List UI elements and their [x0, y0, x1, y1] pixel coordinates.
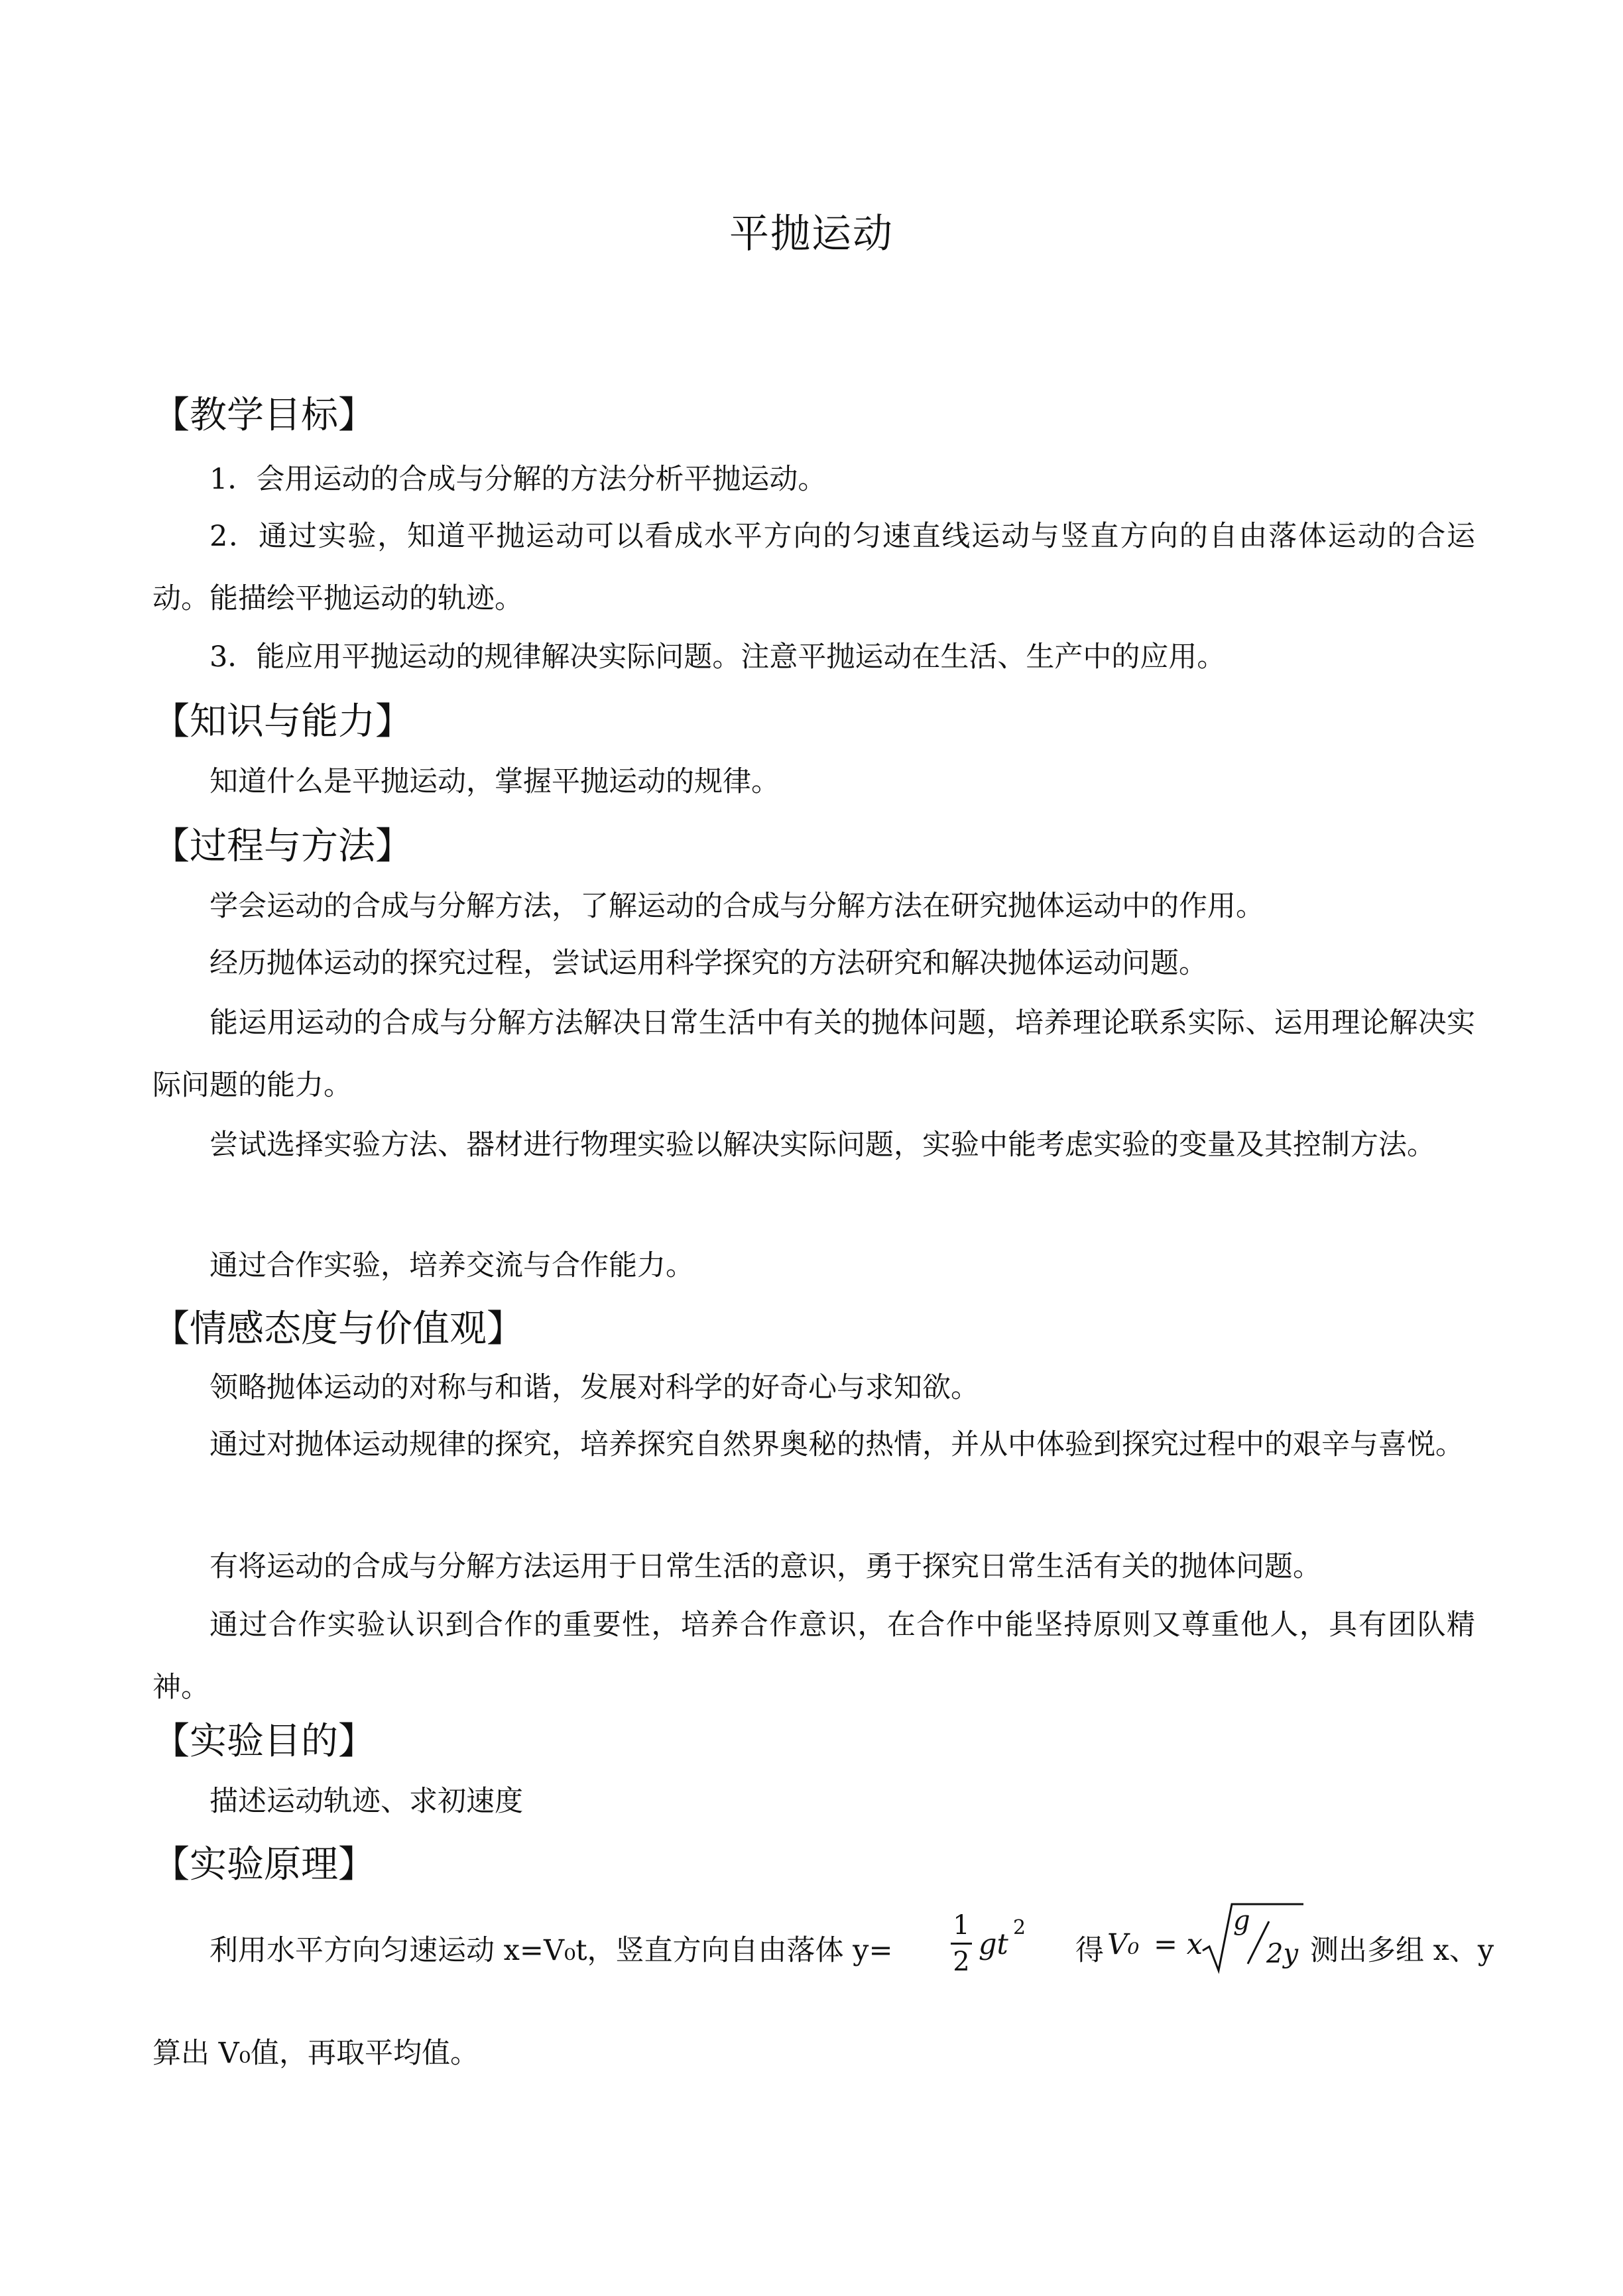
principle-text-a: 利用水平方向匀速运动 x=V₀t，竖直方向自由落体 y=	[210, 1934, 893, 1967]
g-over: g	[1233, 1905, 1250, 1936]
values-paragraph-4: 通过合作实验认识到合作的重要性，培养合作意识，在合作中能坚持原则又尊重他人，具有团队精神。	[152, 1608, 1475, 1704]
page-title: 平抛运动	[729, 211, 894, 257]
heading-process-method: 【过程与方法】	[152, 825, 412, 868]
values-paragraph-3: 有将运动的合成与分解方法运用于日常生活的意识，勇于探究日常生活有关的抛体问题。	[210, 1550, 1321, 1583]
principle-formula-line	[152, 1896, 1494, 1996]
fraction-numerator: 1	[953, 1910, 970, 1941]
purpose-paragraph-1: 描述运动轨迹、求初速度	[210, 1785, 523, 1818]
principle-paragraph-2: 算出 V₀值，再取平均值。	[152, 2037, 479, 2070]
v0-symbol: V₀	[1107, 1928, 1140, 1961]
heading-experiment-principle: 【实验原理】	[152, 1843, 375, 1886]
half-fraction	[949, 1908, 973, 1979]
process-paragraph-5: 通过合作实验，培养交流与合作能力。	[210, 1249, 694, 1282]
gt-term: gt	[979, 1928, 1008, 1961]
heading-emotion-values: 【情感态度与价值观】	[152, 1307, 524, 1351]
fraction-denominator: 2	[953, 1947, 970, 1977]
goals-paragraph-2: 2．通过实验，知道平抛运动可以看成水平方向的匀速直线运动与竖直方向的自由落体运动的合运动。能描绘平抛运动的轨迹。	[152, 520, 1475, 615]
de-text: 得	[1075, 1934, 1104, 1967]
values-paragraph-1: 领略抛体运动的对称与和谐，发展对科学的好奇心与求知欲。	[210, 1371, 979, 1404]
process-paragraph-2: 经历抛体运动的探究过程，尝试运用科学探究的方法研究和解决抛体运动问题。	[210, 947, 1207, 980]
process-paragraph-1: 学会运动的合成与分解方法，了解运动的合成与分解方法在研究抛体运动中的作用。	[210, 890, 1264, 923]
goals-paragraph-3: 3．能应用平抛运动的规律解决实际问题。注意平抛运动在生活、生产中的应用。	[210, 640, 1226, 674]
heading-experiment-purpose: 【实验目的】	[152, 1720, 375, 1763]
heading-knowledge-ability: 【知识与能力】	[152, 700, 412, 743]
values-paragraph-2: 通过对抛体运动规律的探究，培养探究自然界奥秘的热情，并从中体验到探究过程中的艰辛与喜悦。	[210, 1428, 1464, 1461]
square-exponent: 2	[1013, 1916, 1026, 1939]
principle-text-b: 测出多组 x、y	[1310, 1934, 1494, 1967]
knowledge-paragraph-1: 知道什么是平抛运动，掌握平抛运动的规律。	[210, 765, 780, 798]
two-y-under: 2y	[1266, 1939, 1299, 1969]
equals-x: = x	[1154, 1928, 1203, 1961]
process-paragraph-3: 能运用运动的合成与分解方法解决日常生活中有关的抛体问题，培养理论联系实际、运用理论解决实际问题的能力。	[152, 1006, 1475, 1102]
goals-paragraph-1: 1．会用运动的合成与分解的方法分析平抛运动。	[210, 463, 827, 496]
process-paragraph-4: 尝试选择实验方法、器材进行物理实验以解决实际问题，实验中能考虑实验的变量及其控制方法。	[210, 1128, 1435, 1162]
heading-teaching-goals: 【教学目标】	[152, 394, 375, 437]
